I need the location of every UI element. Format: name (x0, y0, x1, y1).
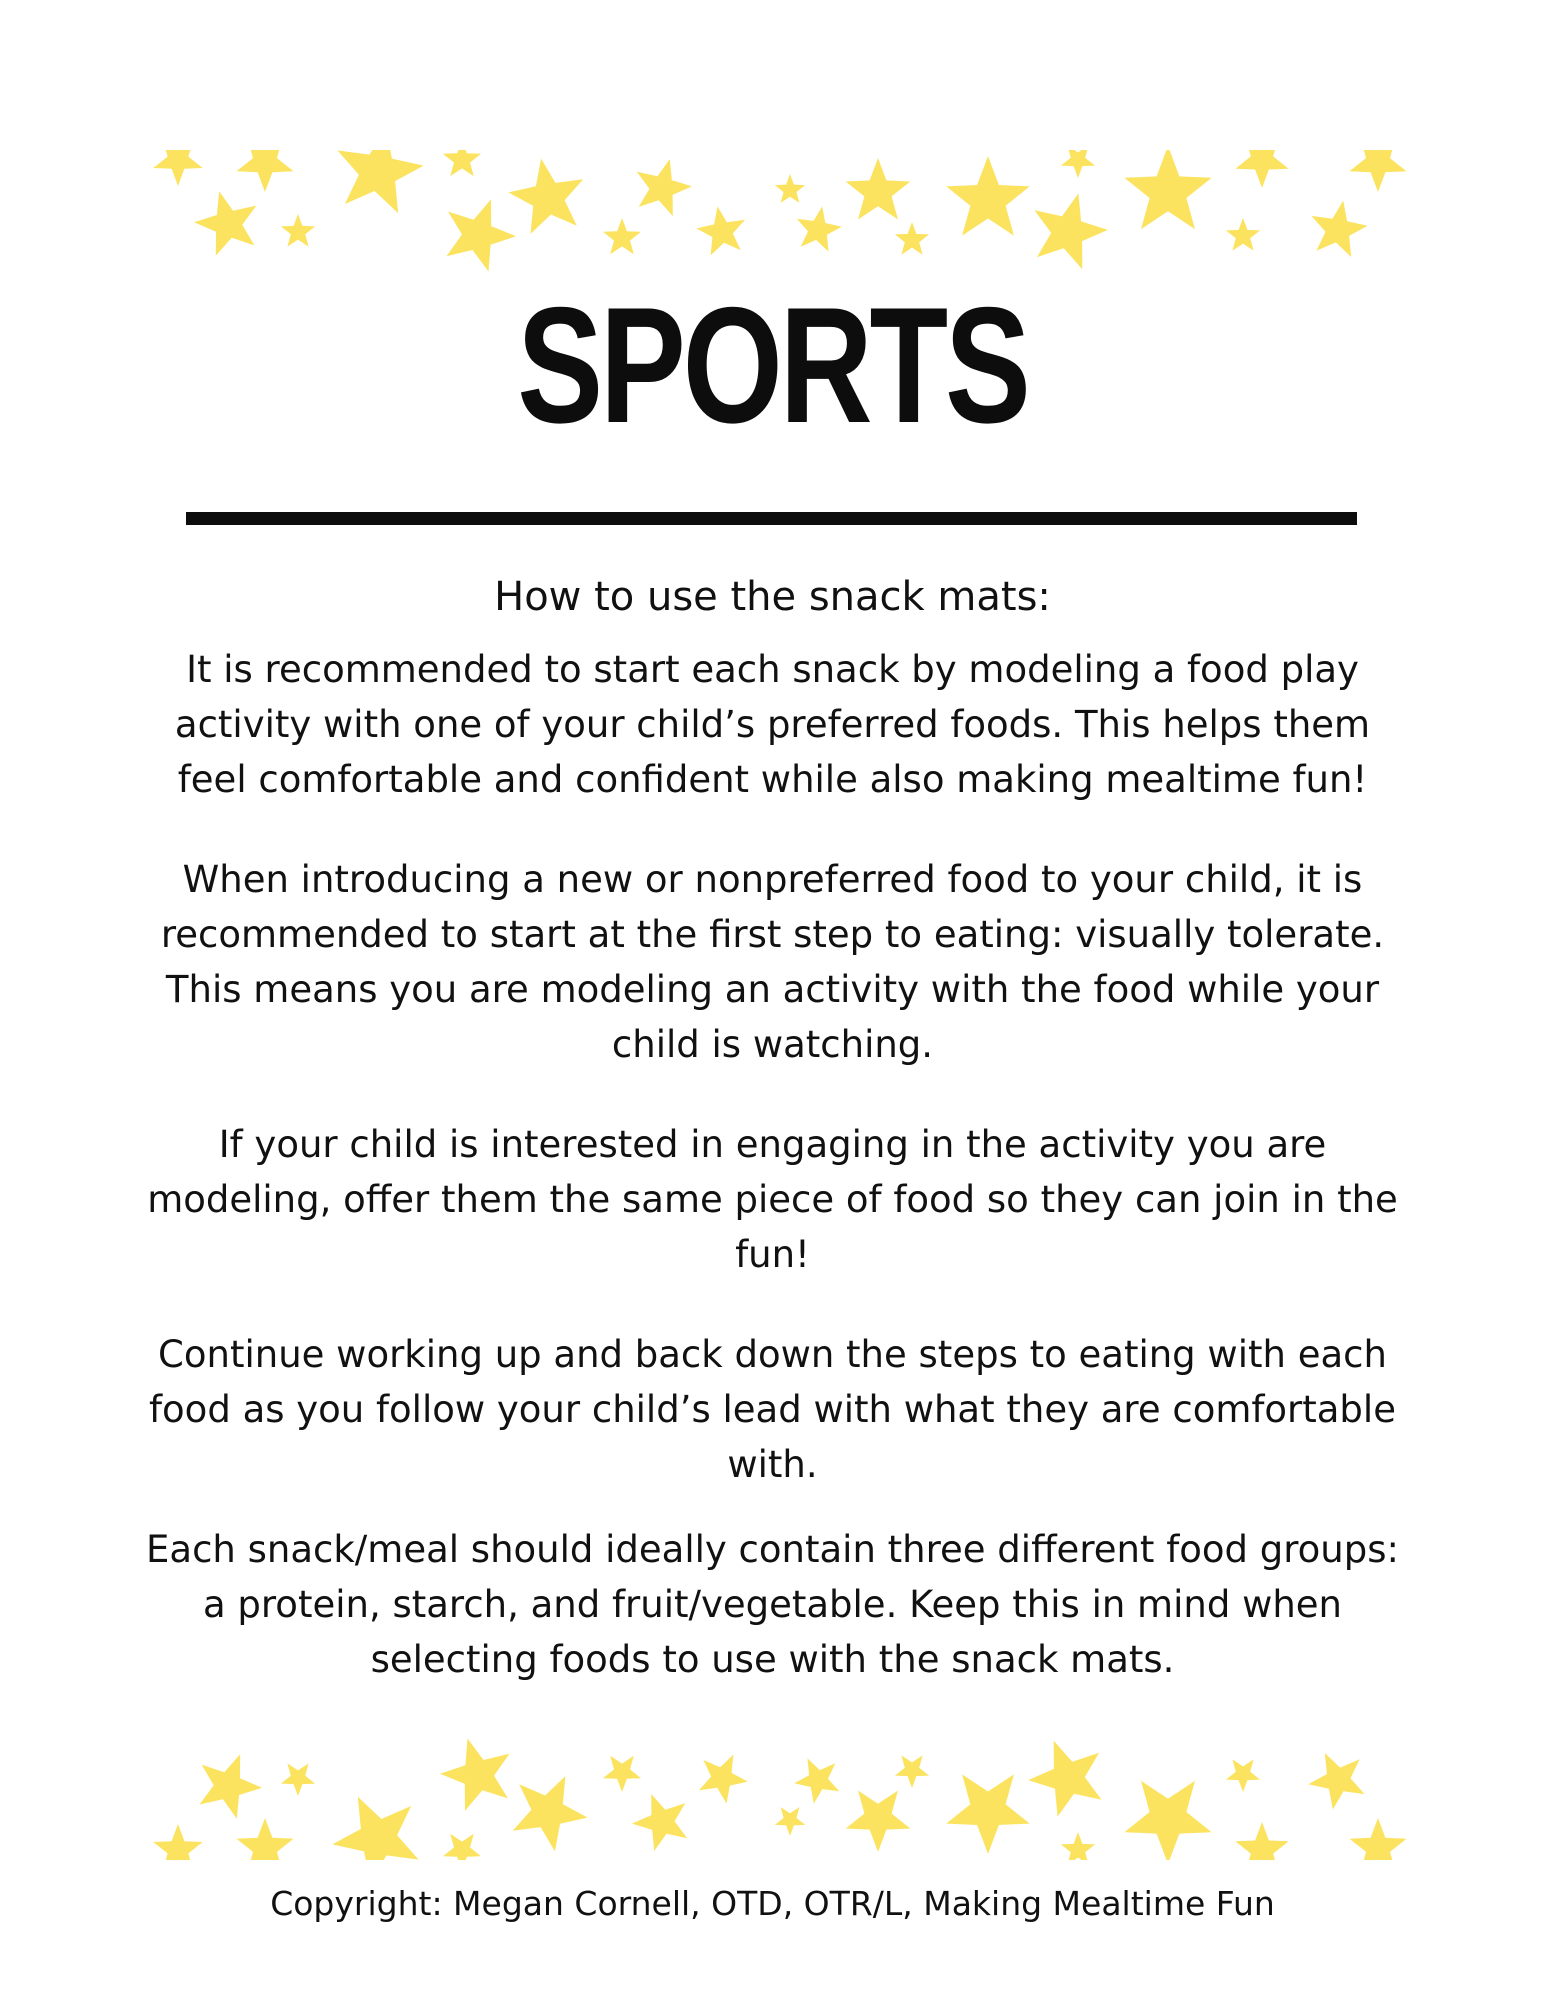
star-icon (846, 1791, 911, 1853)
star-icon (237, 1818, 294, 1860)
star-icon (200, 1754, 263, 1819)
star-icon (1235, 150, 1288, 188)
star-icon (153, 1824, 202, 1860)
star-icon (1312, 201, 1368, 258)
star-border-bottom (0, 1720, 1545, 1860)
star-icon (603, 1756, 641, 1792)
star-icon (332, 1797, 418, 1860)
copyright-footer: Copyright: Megan Cornell, OTD, OTR/L, Making Mealtime Fun (270, 1884, 1275, 1923)
star-icon (1235, 1822, 1288, 1860)
star-icon (440, 1739, 510, 1811)
star-border-top (0, 150, 1545, 290)
instruction-paragraph-3: If your child is interested in engaging in the activity you are modeling, offer them the same piece of food so they can join in the fun! (147, 1123, 1398, 1276)
star-icon (1308, 1753, 1364, 1810)
star-icon (794, 1758, 839, 1803)
star-icon (775, 1807, 805, 1836)
star-icon (1035, 193, 1108, 269)
star-icon (1061, 150, 1095, 178)
star-icon (775, 174, 805, 203)
star-icon (1124, 1781, 1211, 1860)
star-icon (632, 1794, 687, 1851)
star-icon (153, 150, 202, 186)
star-icon (1350, 150, 1407, 192)
title-divider (186, 512, 1357, 525)
star-icon (846, 158, 911, 220)
star-icon (337, 150, 423, 213)
star-icon (508, 159, 583, 234)
star-icon (281, 214, 315, 247)
star-icon (237, 150, 294, 192)
instruction-paragraph-1: It is recommended to start each snack by modeling a food play activity with one of your child’s preferred foods. This helps them feel comfortable and confident while also making mealtime fun! (174, 648, 1371, 801)
star-icon (895, 1755, 929, 1788)
star-icon (895, 222, 929, 255)
star-icon (603, 218, 641, 254)
star-icon (447, 199, 517, 271)
star-icon (443, 1834, 481, 1860)
instruction-paragraph-2: When introducing a new or nonpreferred food to your child, it is recommended to start at the first step to eating: visually tolerate. This means you are modeling an activity with the food while your child is watching. (160, 858, 1385, 1066)
star-icon (1124, 150, 1211, 229)
star-icon (1028, 1741, 1101, 1817)
page-title: SPORTS (517, 273, 1028, 457)
star-icon (194, 191, 257, 256)
instruction-paragraph-5: Each snack/meal should ideally contain three different food groups: a protein, starch, and fruit/vegetable. Keep this in mind when selecting foods to use with the snack mats. (146, 1528, 1399, 1681)
star-icon (1226, 1759, 1260, 1792)
star-icon (1226, 218, 1260, 251)
star-icon (1350, 1818, 1407, 1860)
star-icon (946, 156, 1030, 236)
instructions-heading: How to use the snack mats: (494, 574, 1051, 620)
star-border-top-graphic (0, 150, 1545, 290)
star-border-bottom-graphic (0, 1720, 1545, 1860)
star-icon (281, 1763, 315, 1796)
star-icon (637, 159, 692, 216)
star-icon (1061, 1832, 1095, 1860)
star-icon (696, 206, 745, 255)
star-icon (513, 1776, 588, 1851)
star-icon (946, 1774, 1030, 1854)
star-icon (699, 1755, 748, 1804)
instruction-paragraph-4: Continue working up and back down the steps to eating with each food as you follow your child’s lead with what they are comfortable with. (149, 1333, 1396, 1486)
instructions-section (140, 566, 1405, 1687)
star-icon (797, 206, 842, 251)
star-icon (443, 150, 481, 176)
